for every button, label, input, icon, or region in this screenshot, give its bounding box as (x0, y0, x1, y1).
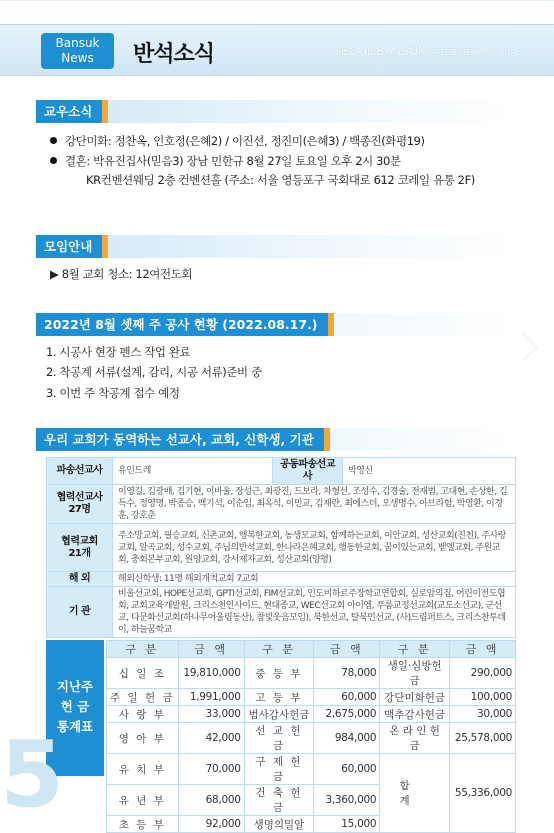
page-number: 5 (0, 721, 65, 828)
offering-cell: 15,000 (314, 816, 380, 833)
logo-line-2: News (61, 51, 94, 65)
section-construction-bar (36, 313, 518, 336)
top-rule (0, 0, 554, 1)
kyowoo-item-1-text: 강단미화: 정찬옥, 인호정(은혜2) / 이진선, 정진미(은혜3) / 백종진(화평19) (65, 134, 425, 148)
chevron-right-icon (510, 333, 538, 361)
offering-cell: 3,360,000 (314, 785, 380, 816)
offering-cell: 구 제 헌 금 (244, 754, 314, 785)
offering-cell: 42,000 (178, 723, 244, 754)
offering-total-value: 55,336,000 (449, 754, 515, 833)
mission-label-orgs: 기 관 (47, 587, 113, 638)
table-row (47, 524, 516, 572)
offering-table (106, 640, 516, 833)
section-kyowoo-bar (36, 100, 518, 123)
offering-cell: 유 년 부 (107, 785, 179, 816)
offering-cell: 2,675,000 (314, 706, 380, 723)
section-mission-label: 우리 교회가 동역하는 선교사, 교회, 신학생, 기관 (36, 428, 324, 451)
kyowoo-item-2-line-2: KR컨벤션웨딩 2층 컨벤션홀 (주소: 서울 영등포구 국회대로 612 코레일 유통 2F) (86, 173, 475, 187)
offering-header: 구 분 (107, 641, 179, 658)
offering-header-row (107, 641, 516, 658)
offering-cell: 290,000 (449, 658, 515, 689)
offering-cell: 78,000 (314, 658, 380, 689)
offering-cell: 범사감사헌금 (244, 706, 314, 723)
offering-cell: 33,000 (178, 706, 244, 723)
construction-item-3: 3. 이번 주 착공계 접수 예정 (46, 386, 180, 400)
offering-cell: 60,000 (314, 754, 380, 785)
section-construction-label: 2022년 8월 셋째 주 공사 현황 (2022.08.17.) (36, 313, 328, 336)
offering-cell: 유 치 부 (107, 754, 179, 785)
offering-cell: 건 축 헌 금 (244, 785, 314, 816)
offering-header: 금 액 (314, 641, 380, 658)
offering-cell: 주 일 헌 금 (107, 689, 179, 706)
offering-cell: 68,000 (178, 785, 244, 816)
mission-label-overseas: 해 외 (47, 572, 113, 587)
offering-cell: 92,000 (178, 816, 244, 833)
offering-cell: 100,000 (449, 689, 515, 706)
page-title: 반석소식 (133, 42, 215, 67)
kyowoo-item-2 (50, 153, 401, 169)
offering-cell: 고 등 부 (244, 689, 314, 706)
kyowoo-item-2-text: 결혼: 박유진집사(믿음3) 장남 민한규 8월 27일 토요일 오후 2시 30분 (65, 154, 401, 168)
page-header (0, 24, 554, 76)
logo-line-1: Bansuk (55, 36, 100, 50)
offering-cell: 생일·심방헌금 (380, 658, 450, 689)
offering-cell: 생명의밀알 (244, 816, 314, 833)
offering-total-label: 합 계 (380, 754, 450, 833)
table-row (107, 706, 516, 723)
table-row (107, 723, 516, 754)
offering-cell: 1,991,000 (178, 689, 244, 706)
mission-label-sent: 파송선교사 (47, 458, 113, 485)
bullet-icon (50, 157, 57, 164)
section-moim-label: 모임안내 (36, 235, 102, 258)
mission-value-joint: 박영신 (343, 458, 516, 485)
section-kyowoo-label: 교우소식 (36, 100, 102, 123)
church-name-main: SEOUL BANSUK (333, 44, 426, 58)
table-row (47, 458, 516, 485)
mission-value-churches: 주소망교회, 필승교회, 신촌교회, 행복한교회, 농생모교회, 함께하는교회, 이안교회, 성산교회(진천), 주사랑교회, 알곡교회, 성수교회, 주님의반석교회, 한나라은혜교회, 행동한교회, 꿈이있는교회, 벧엘교회, 주원교회, 충회본부교회, 원양교회, 강서제자교회, 성산교회(양평) (113, 524, 516, 572)
offering-cell: 십 일 조 (107, 658, 179, 689)
offering-header: 금 액 (178, 641, 244, 658)
offering-cell: 맥추감사헌금 (380, 706, 450, 723)
table-row (107, 689, 516, 706)
mission-value-coop: 이영길, 김광배, 김기현, 이바울, 장성근, 최광진, 드보라, 차형선, 조성수, 김경술, 전재범, 고대현, 손상한, 김득수, 정영명, 박종승, 백기석, 이순임, 최옥석, 이민교, 김재란, 최에스더, 오생명수, 아브라함, 박영환, 이경훈, 강호춘 (113, 485, 516, 524)
offering-side-line-1: 지난주 (56, 679, 94, 694)
offering-cell: 25,578,000 (449, 723, 515, 754)
table-row (107, 658, 516, 689)
offering-cell: 60,000 (314, 689, 380, 706)
mission-table (46, 457, 516, 638)
construction-item-2: 2. 착공계 서류(설계, 감리, 시공 서류)준비 중 (46, 365, 262, 379)
offering-cell: 70,000 (178, 754, 244, 785)
moim-item-1: ▶ 8월 교회 청소: 12여전도회 (50, 267, 193, 281)
mission-value-sent: 유인드레 (113, 458, 273, 485)
table-row (47, 485, 516, 524)
offering-side-line-3: 통계표 (56, 719, 94, 734)
section-moim-bar (36, 235, 518, 258)
offering-side-line-2: 헌 금 (60, 699, 90, 714)
mission-label-coop: 협력선교사 27명 (47, 485, 113, 524)
offering-header: 금 액 (449, 641, 515, 658)
offering-cell: 30,000 (449, 706, 515, 723)
offering-cell: 영 아 부 (107, 723, 179, 754)
offering-cell: 온 라 인 헌 금 (380, 723, 450, 754)
bullet-icon (50, 137, 57, 144)
offering-header: 구 분 (380, 641, 450, 658)
table-row (47, 572, 516, 587)
offering-cell: 중 등 부 (244, 658, 314, 689)
offering-cell: 초 등 부 (107, 816, 179, 833)
mission-value-overseas: 해외신학생: 11명 해외개척교회 7교회 (113, 572, 516, 587)
bansuk-news-logo (41, 33, 114, 69)
offering-cell: 선 교 헌 금 (244, 723, 314, 754)
section-mission-bar (36, 428, 518, 451)
mission-label-churches: 협력교회 21개 (47, 524, 113, 572)
table-row (107, 754, 516, 785)
offering-cell: 강단미화헌금 (380, 689, 450, 706)
mission-label-joint: 공동파송선교사 (273, 458, 343, 485)
church-name (333, 44, 528, 58)
mission-value-orgs: 비울선교회, HOPE선교회, GPTI선교회, FIM선교회, 인도비하르주장학교연합회, 실로암의집, 어린이전도협회, 교회교육개발원, 크리스천인사이드, 현대종교, WEC선교회 아이엠, 푸름교정선교회(교도소선교), 군선교, 다문화선교회(하나무어울림동산), 참빛웃음모임), 북한선교, 탈북민선교, (사)드림퍼트스, 크리스찬투데이, 하늘꿈학교 (113, 587, 516, 638)
offering-header: 구 분 (244, 641, 314, 658)
construction-item-1: 1. 시공사 현장 펜스 작업 완료 (46, 345, 191, 359)
church-name-sub: PRESBYTERIAN CHURCH (429, 48, 528, 57)
offering-cell: 사 랑 부 (107, 706, 179, 723)
kyowoo-item-1 (50, 133, 425, 149)
offering-cell: 984,000 (314, 723, 380, 754)
offering-cell: 19,810,000 (178, 658, 244, 689)
table-row (47, 587, 516, 638)
